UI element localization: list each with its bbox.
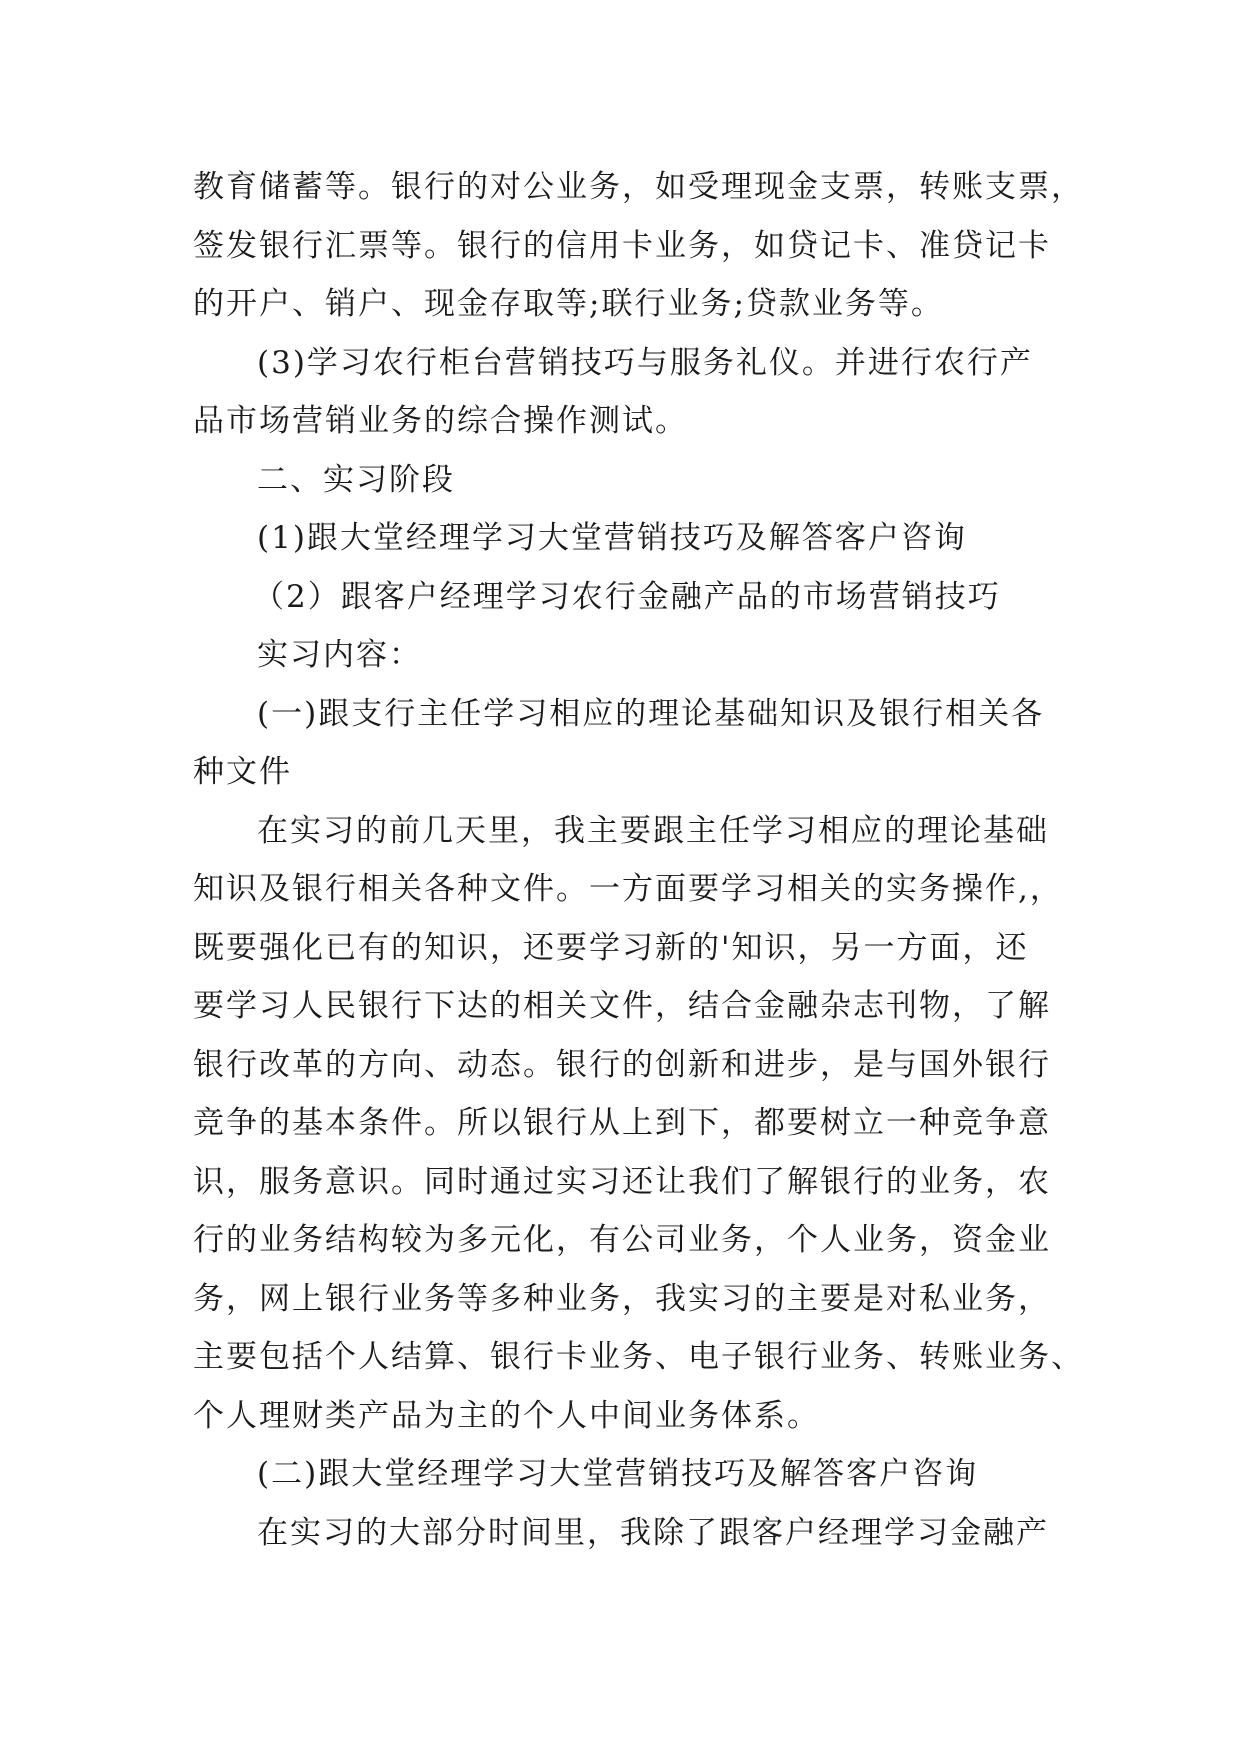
paragraph-line: 的开户、销户、现金存取等;联行业务;贷款业务等。 <box>193 286 944 322</box>
paragraph-line: 签发银行汇票等。银行的信用卡业务，如贷记卡、准贷记卡 <box>193 227 1051 264</box>
subsection-heading: 种文件 <box>193 754 292 790</box>
paragraph-line: 在实习的前几天里，我主要跟主任学习相应的理论基础 <box>257 812 1049 849</box>
paragraph-line: 银行改革的方向、动态。银行的创新和进步，是与国外银行 <box>193 1046 1051 1083</box>
list-item: (1)跟大堂经理学习大堂营销技巧及解答客户咨询 <box>257 520 967 556</box>
paragraph-line: 在实习的大部分时间里，我除了跟客户经理学习金融产 <box>257 1514 1049 1551</box>
subsection-heading: (一)跟支行主任学习相应的理论基础知识及银行相关各 <box>257 695 1045 732</box>
paragraph-line: 教育储蓄等。银行的对公业务，如受理现金支票，转账支票， <box>193 169 1084 205</box>
paragraph-line: (3)学习农行柜台营销技巧与服务礼仪。并进行农行产 <box>257 344 1033 381</box>
paragraph-line: 要学习人民银行下达的相关文件，结合金融杂志刊物，了解 <box>193 988 1051 1024</box>
paragraph-line: 主要包括个人结算、银行卡业务、电子银行业务、转账业务、 <box>193 1339 1084 1375</box>
paragraph-line: 竞争的基本条件。所以银行从上到下，都要树立一种竞争意 <box>193 1105 1051 1141</box>
paragraph-line: 知识及银行相关各种文件。一方面要学习相关的实务操作,， <box>193 871 1063 907</box>
paragraph-line: 务，网上银行业务等多种业务，我实习的主要是对私业务， <box>193 1280 1051 1317</box>
list-item: （2）跟客户经理学习农行金融产品的市场营销技巧 <box>253 578 1001 615</box>
section-heading: 实习内容： <box>257 637 422 673</box>
paragraph-line: 个人理财类产品为主的个人中间业务体系。 <box>193 1397 820 1434</box>
paragraph-line: 行的业务结构较为多元化，有公司业务，个人业务，资金业 <box>193 1222 1051 1258</box>
section-heading: 二、实习阶段 <box>257 461 455 498</box>
subsection-heading: (二)跟大堂经理学习大堂营销技巧及解答客户咨询 <box>257 1456 979 1492</box>
paragraph-line: 既要强化已有的知识，还要学习新的'知识，另一方面，还 <box>193 929 1029 966</box>
paragraph-line: 品市场营销业务的综合操作测试。 <box>193 403 688 439</box>
paragraph-line: 识，服务意识。同时通过实习还让我们了解银行的业务，农 <box>193 1163 1051 1200</box>
document-body <box>193 158 1084 1562</box>
